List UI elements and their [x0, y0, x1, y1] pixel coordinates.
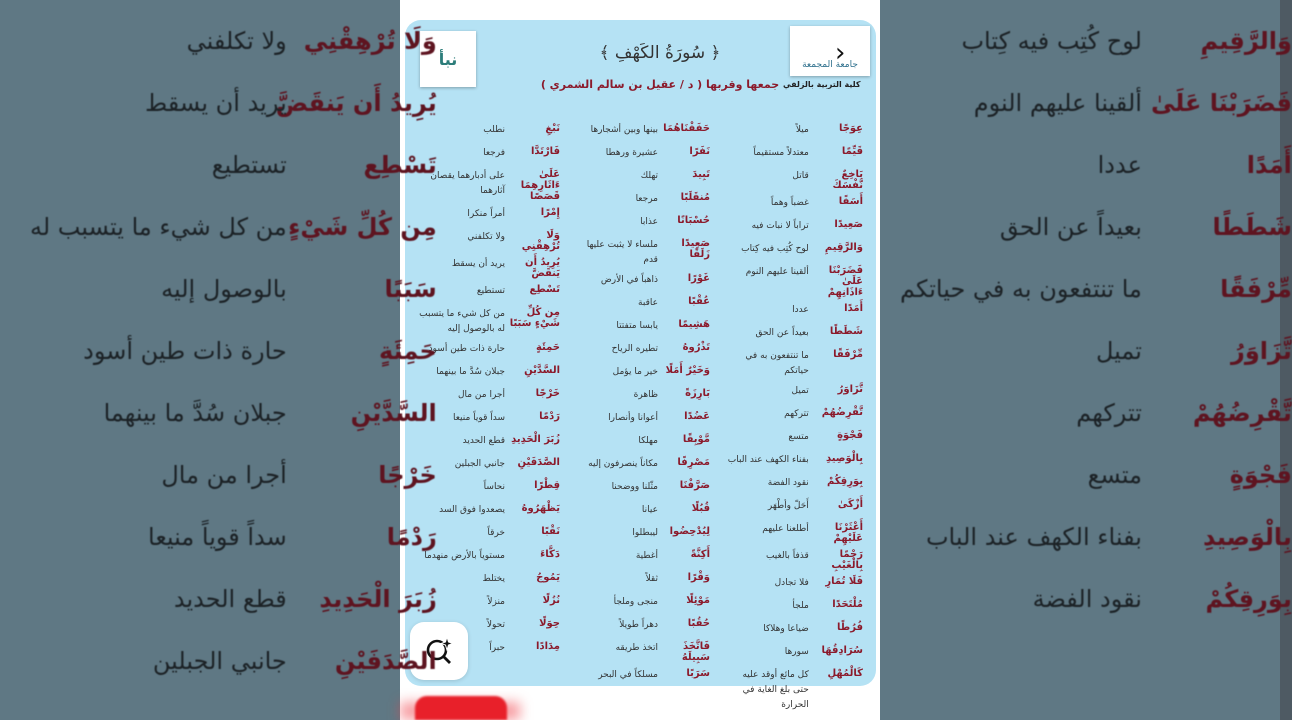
quran-word: أَعْثَرْنَا عَلَيْهِمْ	[833, 522, 863, 544]
word-meaning: ذاهباً في الأرض	[600, 275, 658, 285]
chevron-right-icon[interactable]: ›	[835, 38, 846, 68]
quran-word: مَّوْبِقًا	[682, 434, 710, 445]
vocab-row	[570, 475, 710, 498]
vocab-row	[570, 406, 710, 429]
vocab-row	[570, 452, 710, 475]
quran-word: نَفَرًا	[689, 146, 710, 157]
background-row	[900, 134, 1292, 196]
background-word: يُرِيدُ أَن يَنقَضَّ	[275, 89, 437, 117]
vocab-row	[570, 590, 710, 613]
vocab-row	[725, 237, 863, 260]
background-word: وَالرَّقِيمِ	[1200, 27, 1292, 55]
logo-text: نبأ	[438, 49, 458, 69]
quran-word: خَرْجًا	[535, 388, 560, 399]
background-meaning: أجرا من مال	[161, 461, 287, 489]
background-word: شَطَطًا	[1212, 213, 1292, 241]
word-meaning: مثّلنا ووضحنا	[611, 482, 658, 492]
vocab-row	[725, 494, 863, 517]
vocab-row	[725, 544, 863, 571]
word-meaning: كل مائع أوقد عليه حتى بلغ الغاية في الحرارة	[742, 670, 809, 710]
background-row	[900, 382, 1292, 444]
vocabulary-sheet	[405, 20, 876, 710]
background-meaning: يريد أن يسقط	[145, 89, 287, 117]
vocab-row	[570, 187, 710, 210]
quran-word: فَلَا تُمَارِ	[825, 576, 863, 587]
background-row	[30, 72, 437, 134]
word-meaning: ثقلاً	[645, 574, 658, 584]
subscribe-button[interactable]	[415, 696, 507, 720]
background-meaning: لوح كُتِب فيه كِتاب	[961, 27, 1142, 55]
quran-word: لِيُدْحِضُوا	[669, 526, 710, 537]
blurred-background-left	[0, 0, 437, 720]
quran-word: سَرَبًا	[686, 668, 710, 679]
quran-word: زُبَرَ الْحَدِيدِ	[511, 434, 560, 445]
background-meaning: نقود الفضة	[1032, 585, 1142, 613]
quran-word: مُنقَلَبًا	[680, 192, 710, 203]
quran-word: عِوَجًا	[838, 123, 863, 134]
quran-word: بِالْوَصِيدِ	[825, 453, 863, 464]
background-row	[30, 444, 437, 506]
vocab-row	[725, 191, 863, 214]
background-meaning: ألقينا عليهم النوم	[973, 89, 1142, 117]
logo-text: جامعة المجمعة	[802, 60, 858, 70]
quran-word: صَعِيدًا زَلَقًا	[681, 238, 710, 260]
vocab-row	[570, 360, 710, 383]
background-meaning: جانبي الجبلين	[152, 647, 287, 675]
vocab-row	[725, 344, 863, 379]
word-meaning: تراباً لا نبات فيه	[751, 221, 809, 231]
word-meaning: لوح كُتِب فيه كِتاب	[741, 244, 809, 254]
vocab-row	[570, 164, 710, 187]
vocab-row	[725, 402, 863, 425]
word-meaning: مستوياً بالأرض منهدما	[424, 551, 505, 561]
word-meaning: يختلط	[482, 574, 505, 584]
vocab-row	[570, 521, 710, 544]
background-word: السَّدَّيْنِ	[350, 399, 437, 427]
vocab-row	[725, 471, 863, 494]
word-meaning: سداً قوياً منيعا	[452, 413, 505, 423]
vocab-row	[725, 118, 863, 141]
background-word: تَسْطِع	[363, 151, 437, 179]
word-meaning: عاقبة	[638, 298, 658, 308]
background-meaning: بعيداً عن الحق	[999, 213, 1142, 241]
word-meaning: منزلاً	[487, 597, 505, 607]
background-row	[30, 196, 437, 258]
background-row	[30, 320, 437, 382]
vocab-row	[725, 298, 863, 321]
background-word: فَجْوَةٍ	[1229, 461, 1292, 489]
quran-word: تَسْطِع	[529, 284, 560, 295]
background-row	[900, 196, 1292, 258]
word-meaning: حبراً	[489, 643, 505, 653]
quran-word: فَاتَّخَذَ سَبِيلَهُ	[681, 641, 710, 663]
quran-word: فَارْتَدَّا	[530, 146, 560, 157]
word-meaning: بفناء الكهف عند الباب	[727, 455, 809, 465]
vocab-row	[570, 118, 710, 141]
background-word: سَبَبًا	[384, 275, 437, 303]
quran-word: عُقْبًا	[688, 296, 710, 307]
quran-word: حُقُبًا	[687, 618, 710, 629]
background-meaning: بالوصول إليه	[161, 275, 287, 303]
quran-word: قَيِّمًا	[841, 146, 863, 157]
quran-word: مَصْرِفًا	[677, 457, 710, 468]
word-meaning: فلا تجادل	[774, 578, 809, 588]
background-word: تَّزَاوَرُ	[1231, 337, 1292, 365]
quran-word: تَّقْرِضُهُمْ	[821, 407, 863, 418]
quran-word: مَوْئِلًا	[686, 595, 710, 606]
background-word: وَلَا تُرْهِقْنِي	[303, 27, 437, 55]
quran-word: نُزُلًا	[542, 595, 560, 606]
quran-word: حَفَفْنَاهُمَا	[663, 123, 710, 134]
quran-word: حُسْبَانًا	[677, 215, 710, 226]
word-meaning: تميل	[791, 386, 809, 396]
quran-word: وَقْرًا	[687, 572, 710, 583]
background-row	[30, 506, 437, 568]
quran-word: وَالرَّقِيمِ	[824, 242, 863, 253]
word-meaning: يريد أن يسقط	[451, 259, 505, 269]
background-meaning: عددا	[1097, 151, 1142, 179]
quran-word: تَّزَاوَرُ	[837, 384, 863, 395]
quran-word: فُرُطًا	[837, 622, 863, 633]
word-meaning: خير ما يؤمل	[612, 367, 658, 377]
quran-word: يَظْهَرُوهُ	[521, 503, 560, 514]
quran-word: كَالْمُهْلِ	[827, 668, 863, 679]
quran-word: يُرِيدُ أَن يَنقَضَّ	[525, 257, 560, 279]
quran-word: فَضَرَبْنَا عَلَىٰ ءَاذَانِهِمْ	[827, 265, 863, 298]
vocab-row	[570, 613, 710, 636]
majmaah-university-logo	[790, 26, 870, 76]
word-meaning: تستطيع	[476, 286, 505, 296]
quran-word: أَسَفًا	[838, 196, 863, 207]
word-meaning: مكاناً ينصرفون إليه	[588, 459, 658, 469]
background-word: فَضَرَبْنَا عَلَىٰ	[1150, 89, 1292, 117]
background-word: زُبَرَ الْحَدِيدِ	[319, 585, 437, 613]
word-meaning: تطيره الرياح	[611, 344, 658, 354]
vocab-row	[570, 383, 710, 406]
word-meaning: ظاهرة	[633, 390, 658, 400]
word-meaning: يابسا متفتتا	[616, 321, 658, 331]
word-meaning: حارة ذات طين أسود	[428, 344, 505, 354]
background-meaning: قطع الحديد	[173, 585, 287, 613]
background-meaning: من كل شيء ما يتسبب له	[30, 213, 287, 241]
quran-word: نَبْغِ	[545, 123, 560, 134]
vocab-row	[725, 594, 863, 617]
quran-word: تَذْرُوهُ	[682, 342, 710, 353]
quran-word: صَرَّفْنَا	[679, 480, 710, 491]
vocab-column-2	[570, 118, 710, 686]
word-meaning: أمراً منكرا	[467, 209, 505, 219]
word-meaning: ما تنتفعون به في حياتكم	[745, 351, 809, 376]
word-meaning: ألقينا عليهم النوم	[745, 267, 809, 277]
word-meaning: مهلكا	[638, 436, 658, 446]
background-meaning: تتركهم	[1076, 399, 1142, 427]
word-meaning: قاتل	[792, 171, 809, 181]
quran-word: إِمْرًا	[540, 207, 560, 218]
vocab-row	[725, 321, 863, 344]
background-word: الصَّدَفَيْنِ	[334, 647, 437, 675]
word-meaning: تهلك	[640, 171, 658, 181]
word-meaning: أجرا من مال	[457, 390, 505, 400]
word-meaning: ميلاً	[795, 125, 809, 135]
word-meaning: عذابا	[640, 217, 658, 227]
quran-word: نَقْبًا	[541, 526, 560, 537]
word-meaning: ولا تكلفني	[467, 232, 505, 242]
quran-word: أَزْكَىٰ	[837, 499, 863, 510]
word-meaning: بعيداً عن الحق	[755, 328, 809, 338]
vocab-row	[570, 544, 710, 567]
quran-word: حِوَلًا	[539, 618, 560, 629]
vocab-row	[725, 663, 863, 713]
quran-word: قُبُلًا	[691, 503, 710, 514]
word-meaning: ضياعا وهلاكا	[763, 624, 809, 634]
vocab-row	[725, 448, 863, 471]
vocab-row	[725, 617, 863, 640]
quran-word: بَارِزَةً	[685, 388, 710, 399]
quran-word: وَلَا تُرْهِقْنِي	[521, 230, 560, 252]
blurred-background-right	[880, 0, 1292, 720]
vocab-row	[570, 567, 710, 590]
background-row	[30, 630, 437, 692]
vocab-row	[570, 291, 710, 314]
background-row	[900, 320, 1292, 382]
background-meaning: ما تنتفعون به في حياتكم	[900, 275, 1142, 303]
quran-word: شَطَطًا	[829, 326, 863, 337]
background-row	[30, 134, 437, 196]
background-word: بِالْوَصِيدِ	[1202, 523, 1292, 551]
vocab-row	[570, 314, 710, 337]
quran-word: قِطْرًا	[534, 480, 560, 491]
word-meaning: أغطية	[635, 551, 658, 561]
background-word: مِن كُلِّ شَيْءٍ	[288, 213, 437, 241]
quran-word: حَمِئَةٍ	[535, 342, 560, 353]
word-meaning: نحاساً	[483, 482, 505, 492]
background-meaning: جبلان سُدَّ ما بينهما	[103, 399, 287, 427]
vocab-row	[725, 640, 863, 663]
word-meaning: عددا	[792, 305, 809, 315]
background-meaning: بفناء الكهف عند الباب	[925, 523, 1142, 551]
quran-word: عَلَىٰ ءَاثَارِهِمَا قَصَصًا	[520, 169, 560, 202]
background-row	[900, 568, 1292, 630]
vocab-row	[725, 517, 863, 544]
quran-word: وَخَيْرٌ أَمَلًا	[665, 365, 710, 376]
sheet-title: ﴿ سُورَةُ الكَهْفِ ﴾	[599, 43, 721, 63]
quran-word: رَجْمًا بِالْغَيْبِ	[831, 549, 863, 571]
quran-word: أَكِنَّةً	[690, 549, 710, 560]
word-meaning: غضباً وهماً	[770, 198, 809, 208]
word-meaning: فرجعا	[483, 148, 505, 158]
background-meaning: سداً قوياً منيعا	[148, 523, 287, 551]
quran-word: هَشِيمًا	[678, 319, 710, 330]
word-meaning: منجى وملجأ	[613, 597, 658, 607]
background-row	[900, 258, 1292, 320]
word-meaning: معتدلاً مستقيماً	[753, 148, 809, 158]
vocab-row	[725, 164, 863, 191]
vocab-row	[570, 663, 710, 686]
vocab-row	[725, 214, 863, 237]
word-meaning: تتركهم	[784, 409, 809, 419]
background-meaning: ولا تكلفني	[186, 27, 287, 55]
background-meaning: تستطيع	[211, 151, 287, 179]
word-meaning: نقود الفضة	[767, 478, 809, 488]
word-meaning: سورها	[784, 647, 809, 657]
quran-word: السَّدَّيْنِ	[524, 365, 560, 376]
word-meaning: جبلان سُدَّ ما بينهما	[436, 367, 505, 377]
vocab-row	[570, 498, 710, 521]
quran-word: الصَّدَفَيْنِ	[517, 457, 560, 468]
background-row	[900, 72, 1292, 134]
word-meaning: نطلب	[483, 125, 505, 135]
word-meaning: ملجأ	[792, 601, 809, 611]
vocab-row	[570, 429, 710, 452]
background-row	[900, 444, 1292, 506]
quran-word: يَمُوجُ	[536, 572, 560, 583]
background-word: أَمَدًا	[1246, 151, 1292, 179]
quran-word: بَاخِعٌ نَّفْسَكَ	[832, 169, 863, 191]
vocab-row	[725, 260, 863, 298]
background-word: خَرْجًا	[378, 461, 437, 489]
vocab-row	[570, 210, 710, 233]
quran-word: مِّرْفَقًا	[833, 349, 863, 360]
background-row	[30, 568, 437, 630]
vocab-row	[725, 379, 863, 402]
word-meaning: ملساء لا يثبت عليها قدم	[586, 240, 658, 265]
quran-word: صَعِيدًا	[834, 219, 863, 230]
quran-word: مِدَادًا	[536, 641, 560, 652]
background-word: مِّرْفَقًا	[1220, 275, 1292, 303]
vocab-row	[570, 337, 710, 360]
word-meaning: أَحَلّ وأطْهَر	[767, 501, 809, 511]
background-meaning: حارة ذات طين أسود	[83, 337, 287, 365]
quran-word: مِن كُلِّ شَيْءٍ سَبَبًا	[509, 307, 560, 329]
quran-word: فَجْوَةٍ	[837, 430, 863, 441]
video-frame	[400, 0, 880, 720]
vocab-row	[570, 141, 710, 164]
word-meaning: عشيرة ورهطا	[605, 148, 658, 158]
word-meaning: خرقاً	[487, 528, 505, 538]
background-word: بِوَرِقِكُمْ	[1205, 585, 1292, 613]
vocab-row	[725, 571, 863, 594]
quran-word: تَبِيدَ	[692, 169, 710, 180]
college-name: كلية التربية بالزلفي	[783, 80, 861, 89]
vocab-row	[570, 233, 710, 268]
word-meaning: ليبطلوا	[632, 528, 658, 538]
background-row	[30, 10, 437, 72]
quran-word: بِوَرِقِكُمْ	[827, 476, 863, 487]
word-meaning: مسلكاً في البحر	[598, 670, 658, 680]
word-meaning: دهراً طويلاً	[619, 620, 658, 630]
vocab-row	[725, 141, 863, 164]
quran-word: غَوْرًا	[687, 273, 710, 284]
background-row	[900, 506, 1292, 568]
word-meaning: اتخذ طريقه	[615, 643, 658, 653]
background-word: تَّقْرِضُهُمْ	[1192, 399, 1292, 427]
vocab-column-1	[725, 118, 863, 713]
quran-word: أَمَدًا	[844, 303, 863, 314]
word-meaning: مرجعا	[635, 194, 658, 204]
quran-word: عَضُدًا	[684, 411, 710, 422]
word-meaning: على أدبارهما يقصان آثارهما	[430, 171, 505, 196]
quran-word: دَكَّاءَ	[540, 549, 560, 560]
word-meaning: قذفاً بالغيب	[765, 551, 809, 561]
word-meaning: عيانا	[641, 505, 658, 515]
quran-word: سُرَادِقُهَا	[821, 645, 863, 656]
vocab-row	[725, 425, 863, 448]
word-meaning: أطلعنا عليهم	[762, 524, 809, 534]
word-meaning: بينها وبين أشجارها	[590, 125, 658, 135]
word-meaning: تحولاً	[486, 620, 505, 630]
word-meaning: جانبي الجبلين	[454, 459, 505, 469]
word-meaning: متسع	[788, 432, 809, 442]
word-meaning: من كل شيء ما يتسبب له بالوصول إليه	[419, 309, 505, 334]
background-word: رَدْمًا	[386, 523, 437, 551]
background-row	[900, 10, 1292, 72]
word-meaning: أعوانا وأنصارا	[608, 413, 658, 423]
background-row	[30, 258, 437, 320]
vocab-row	[570, 268, 710, 291]
background-meaning: متسع	[1087, 461, 1142, 489]
sheet-subtitle: جمعها وقربها ( د / عقيل بن سالم الشمري )	[540, 78, 780, 91]
word-meaning: يصعدوا فوق السد	[439, 505, 505, 515]
quran-word: مُلْتَحَدًا	[832, 599, 863, 610]
quran-word: رَدْمًا	[539, 411, 560, 422]
vocab-row	[570, 636, 710, 663]
word-meaning: قطع الحديد	[462, 436, 505, 446]
background-meaning: تميل	[1095, 337, 1142, 365]
background-row	[30, 382, 437, 444]
background-word: حَمِئَةٍ	[379, 337, 437, 365]
